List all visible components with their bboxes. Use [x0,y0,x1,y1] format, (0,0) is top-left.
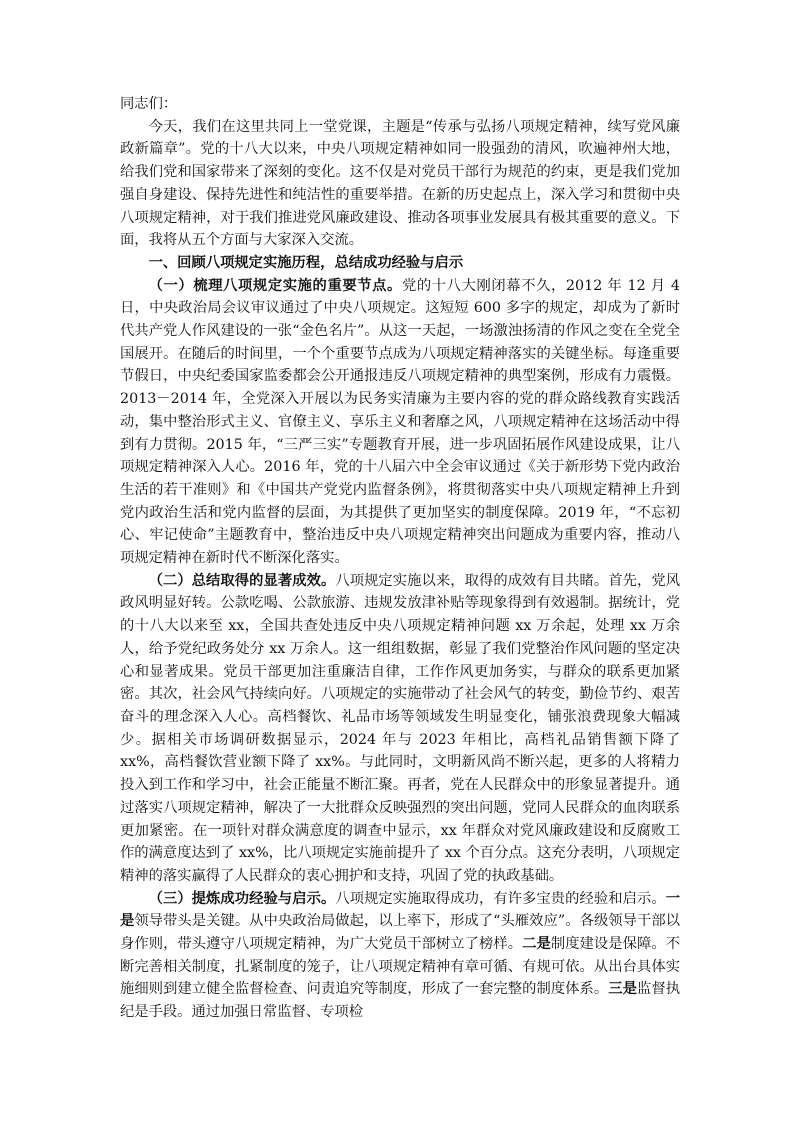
document-page [120,93,680,1024]
subsection-1-paragraph [120,275,680,570]
point-3-label: 三是 [608,981,637,998]
point-2-text: 制度建设是保障。不断完善相关制度，扎紧制度的笼子，让八项规定精神有章可循、有规可依。从出台具体实施细则到建立健全监督检查、问责追究等制度，形成了一套完整的制度体系。 [120,936,681,998]
intro-paragraph: 今天，我们在这里共同上一堂党课，主题是“传承与弘扬八项规定精神，续写党风廉政新篇章”。党的十八大以来，中央八项规定精神如同一股强劲的清风，吹遍神州大地，给我们党和国家带来了深刻的变化。这不仅是对党员干部行为规范的约束，更是我们党加强自身建设、保持先进性和纯洁性的重要举措。在新的历史起点上，深入学习和贯彻中央八项规定精神，对于我们推进党风廉政建设、推动各项事业发展具有极其重要的意义。下面，我将从五个方面与大家深入交流。 [120,118,680,249]
point-2-label: 二是 [522,936,551,953]
point-1-label: 一是 [120,890,680,930]
subsection-2-heading: （二）总结取得的显著成效。 [148,572,336,589]
subsection-3-lead: 八项规定实施取得成功，有许多宝贵的经验和启示。 [335,890,666,907]
section-heading: 一、回顾八项规定实施历程，总结成功经验与启示 [148,254,464,271]
point-1-text: 领导带头是关键。从中央政治局做起，以上率下，形成了“头雁效应”。各级领导干部以身作则，带头遵守八项规定精神，为广大党员干部树立了榜样。 [120,913,680,953]
subsection-3-paragraph [120,888,680,1024]
subsection-2-body: 八项规定实施以来，取得的成效有目共睹。首先，党风政风明显好转。公款吃喝、公款旅游、违规发放津补贴等现象得到有效遏制。据统计，党的十八大以来至 xx，全国共查处违反中央八项规定精神问题 xx 万余起，处理 xx 万余人，给予党纪政务处分 xx 万余人。这一组组数据，彰显了我们党整治作风问题的坚定决心和显著成果。党员干部更加注重廉洁自律，工作作风更加务实，与群众的联系更加紧密。其次，社会风气持续向好。八项规定的实施带动了社会风气的转变，勤俭节约、艰苦奋斗的理念深入人心。高档餐饮、礼品市场等领域发生明显变化，铺张浪费现象大幅减少。据相关市场调研数据显示，2024 年与 2023 年相比，高档礼品销售额下降了 xx%，高档餐饮营业额下降了 xx%。与此同时，文明新风尚不断兴起，更多的人将精力投入到工作和学习中，社会正能量不断汇聚。再者，党在人民群众中的形象显著提升。通过落实八项规定精神，解决了一大批群众反映强烈的突出问题，党同人民群众的血肉联系更加紧密。在一项针对群众满意度的调查中显示，xx 年群众对党风廉政建设和反腐败工作的满意度达到了 xx%，比八项规定实施前提升了 xx 个百分点。这充分表明，八项规定精神的落实赢得了人民群众的衷心拥护和支持，巩固了党的执政基础。 [120,572,680,884]
subsection-1-body: 党的十八大刚闭幕不久，2012 年 12 月 4 日，中央政治局会议审议通过了中央八项规定。这短短 600 多字的规定，却成为了新时代共产党人作风建设的一张“金色名片”。从这一天起，一场激浊扬清的作风之变在全党全国展开。在随后的时间里，一个个重要节点成为八项规定精神落实的关键坐标。每逢重要节假日，中央纪委国家监委都会公开通报违反八项规定精神的典型案例，形成有力震慑。2013－2014 年，全党深入开展以为民务实清廉为主要内容的党的群众路线教育实践活动，集中整治形式主义、官僚主义、享乐主义和奢靡之风，八项规定精神在这场活动中得到有力贯彻。2015 年，“三严三实”专题教育开展，进一步巩固拓展作风建设成果，让八项规定精神深入人心。2016 年，党的十八届六中全会审议通过《关于新形势下党内政治生活的若干准则》和《中国共产党党内监督条例》，将贯彻落实中央八项规定精神上升到党内政治生活和党内监督的层面，为其提供了更加坚实的制度保障。2019 年，“不忘初心、牢记使命”主题教育中，整治违反中央八项规定精神突出问题成为重要内容，推动八项规定精神在新时代不断深化落实。 [120,277,680,567]
subsection-1-heading: （一）梳理八项规定实施的重要节点。 [148,277,402,294]
subsection-2-paragraph [120,570,680,888]
salutation: 同志们： [120,96,178,112]
subsection-3-heading: （三）提炼成功经验与启示。 [148,890,336,907]
point-3-text: 监督执纪是手段。通过加强日常监督、专项检 [120,981,681,1021]
